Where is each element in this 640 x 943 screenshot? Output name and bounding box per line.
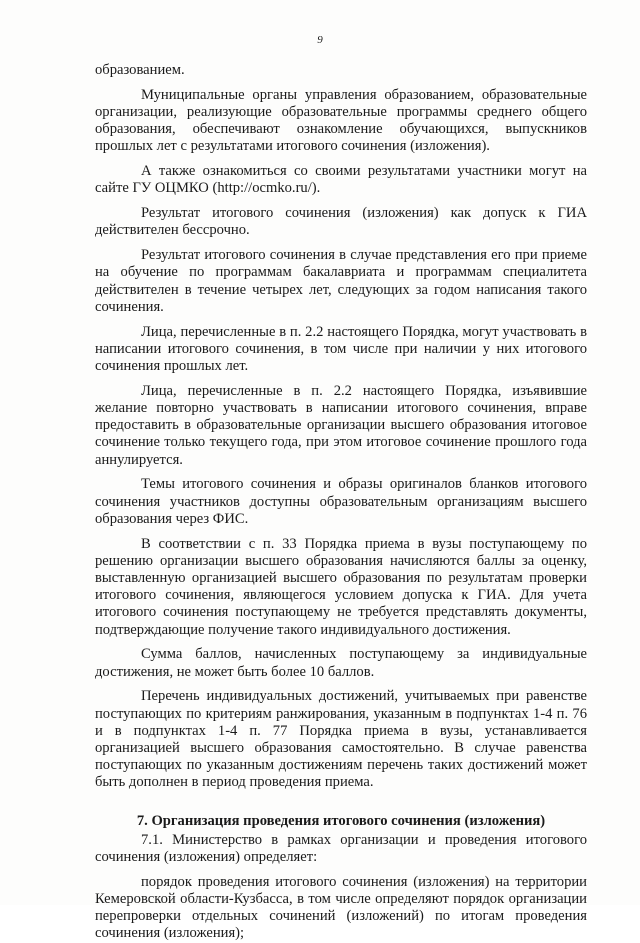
paragraph-points-limit: Сумма баллов, начисленных поступающему за индивидуальные достижения, не может быть более 10 баллов. — [95, 646, 587, 680]
paragraph-municipal-bodies: Муниципальные органы управления образованием, образовательные организации, реализующие образовательные программы среднего общего образования, обеспечивают ознакомление обучающихся, выпускников прошлых лет с результатами итогового сочинения (изложения). — [95, 86, 587, 155]
paragraph-admission-validity: Результат итогового сочинения в случае представления его при приеме на обучение по программам бакалавриата и программам специалитета действителен в течение четырех лет, следующих за годом написания такого сочинения. — [95, 247, 587, 315]
section-heading: 7. Организация проведения итогового сочинения (изложения) — [136, 812, 546, 829]
paragraph-topics-fis: Темы итогового сочинения и образы оригиналов бланков итогового сочинения участников доступны образовательным организациям высшего образования через ФИС. — [95, 476, 587, 527]
paragraph-7-1: 7.1. Министерство в рамках организации и проведения итогового сочинения (изложения) определяет: — [95, 831, 587, 866]
paragraph-continuation: образованием. — [95, 62, 185, 78]
paragraph-procedure: порядок проведения итогового сочинения (изложения) на территории Кемеровской области-Кузбасса, в том числе определяют порядок организации перепроверки отдельных сочинений (изложений) по итогам проведения сочинения (изложения); — [95, 873, 587, 942]
paragraph-ocmko-site: А также ознакомиться со своими результатами участники могут на сайте ГУ ОЦМКО (http://ocmko.ru/). — [95, 163, 587, 197]
page-number: 9 — [317, 34, 323, 46]
paragraph-achievements-list: Перечень индивидуальных достижений, учитываемых при равенстве поступающих по критериям ранжирования, указанным в подпунктах 1-4 п. 76 и в подпунктах 1-4 п. 77 Порядка приема в вузы, устанавливается организацией высшего образования самостоятельно. В случае равенства поступающих по указанным достижениям перечень таких достижений может быть дополнен в период проведения приема. — [95, 688, 587, 791]
paragraph-points-award: В соответствии с п. 33 Порядка приема в вузы поступающему по решению организации высшего образования начисляются баллы за оценку, выставленную организацией высшего образования по результатам проверки итогового сочинения, являющегося условием допуска к ГИА. Для учета итогового сочинения поступающему не требуется представлять документы, подтверждающие получение такого индивидуального достижения. — [95, 535, 587, 638]
paragraph-result-validity: Результат итогового сочинения (изложения) как допуск к ГИА действителен бессрочно. — [95, 205, 587, 239]
document-body — [95, 62, 587, 943]
paragraph-participants-2-2: Лица, перечисленные в п. 2.2 настоящего Порядка, могут участвовать в написании итогового сочинения, в том числе при наличии у них итогового сочинения прошлых лет. — [95, 323, 587, 375]
paragraph-repeat-participation: Лица, перечисленные в п. 2.2 настоящего Порядка, изъявившие желание повторно участвовать в написании итогового сочинения, вправе предоставить в образовательные организации высшего образования итоговое сочинение только текущего года, при этом итоговое сочинение прошлого года аннулируется. — [95, 382, 587, 468]
